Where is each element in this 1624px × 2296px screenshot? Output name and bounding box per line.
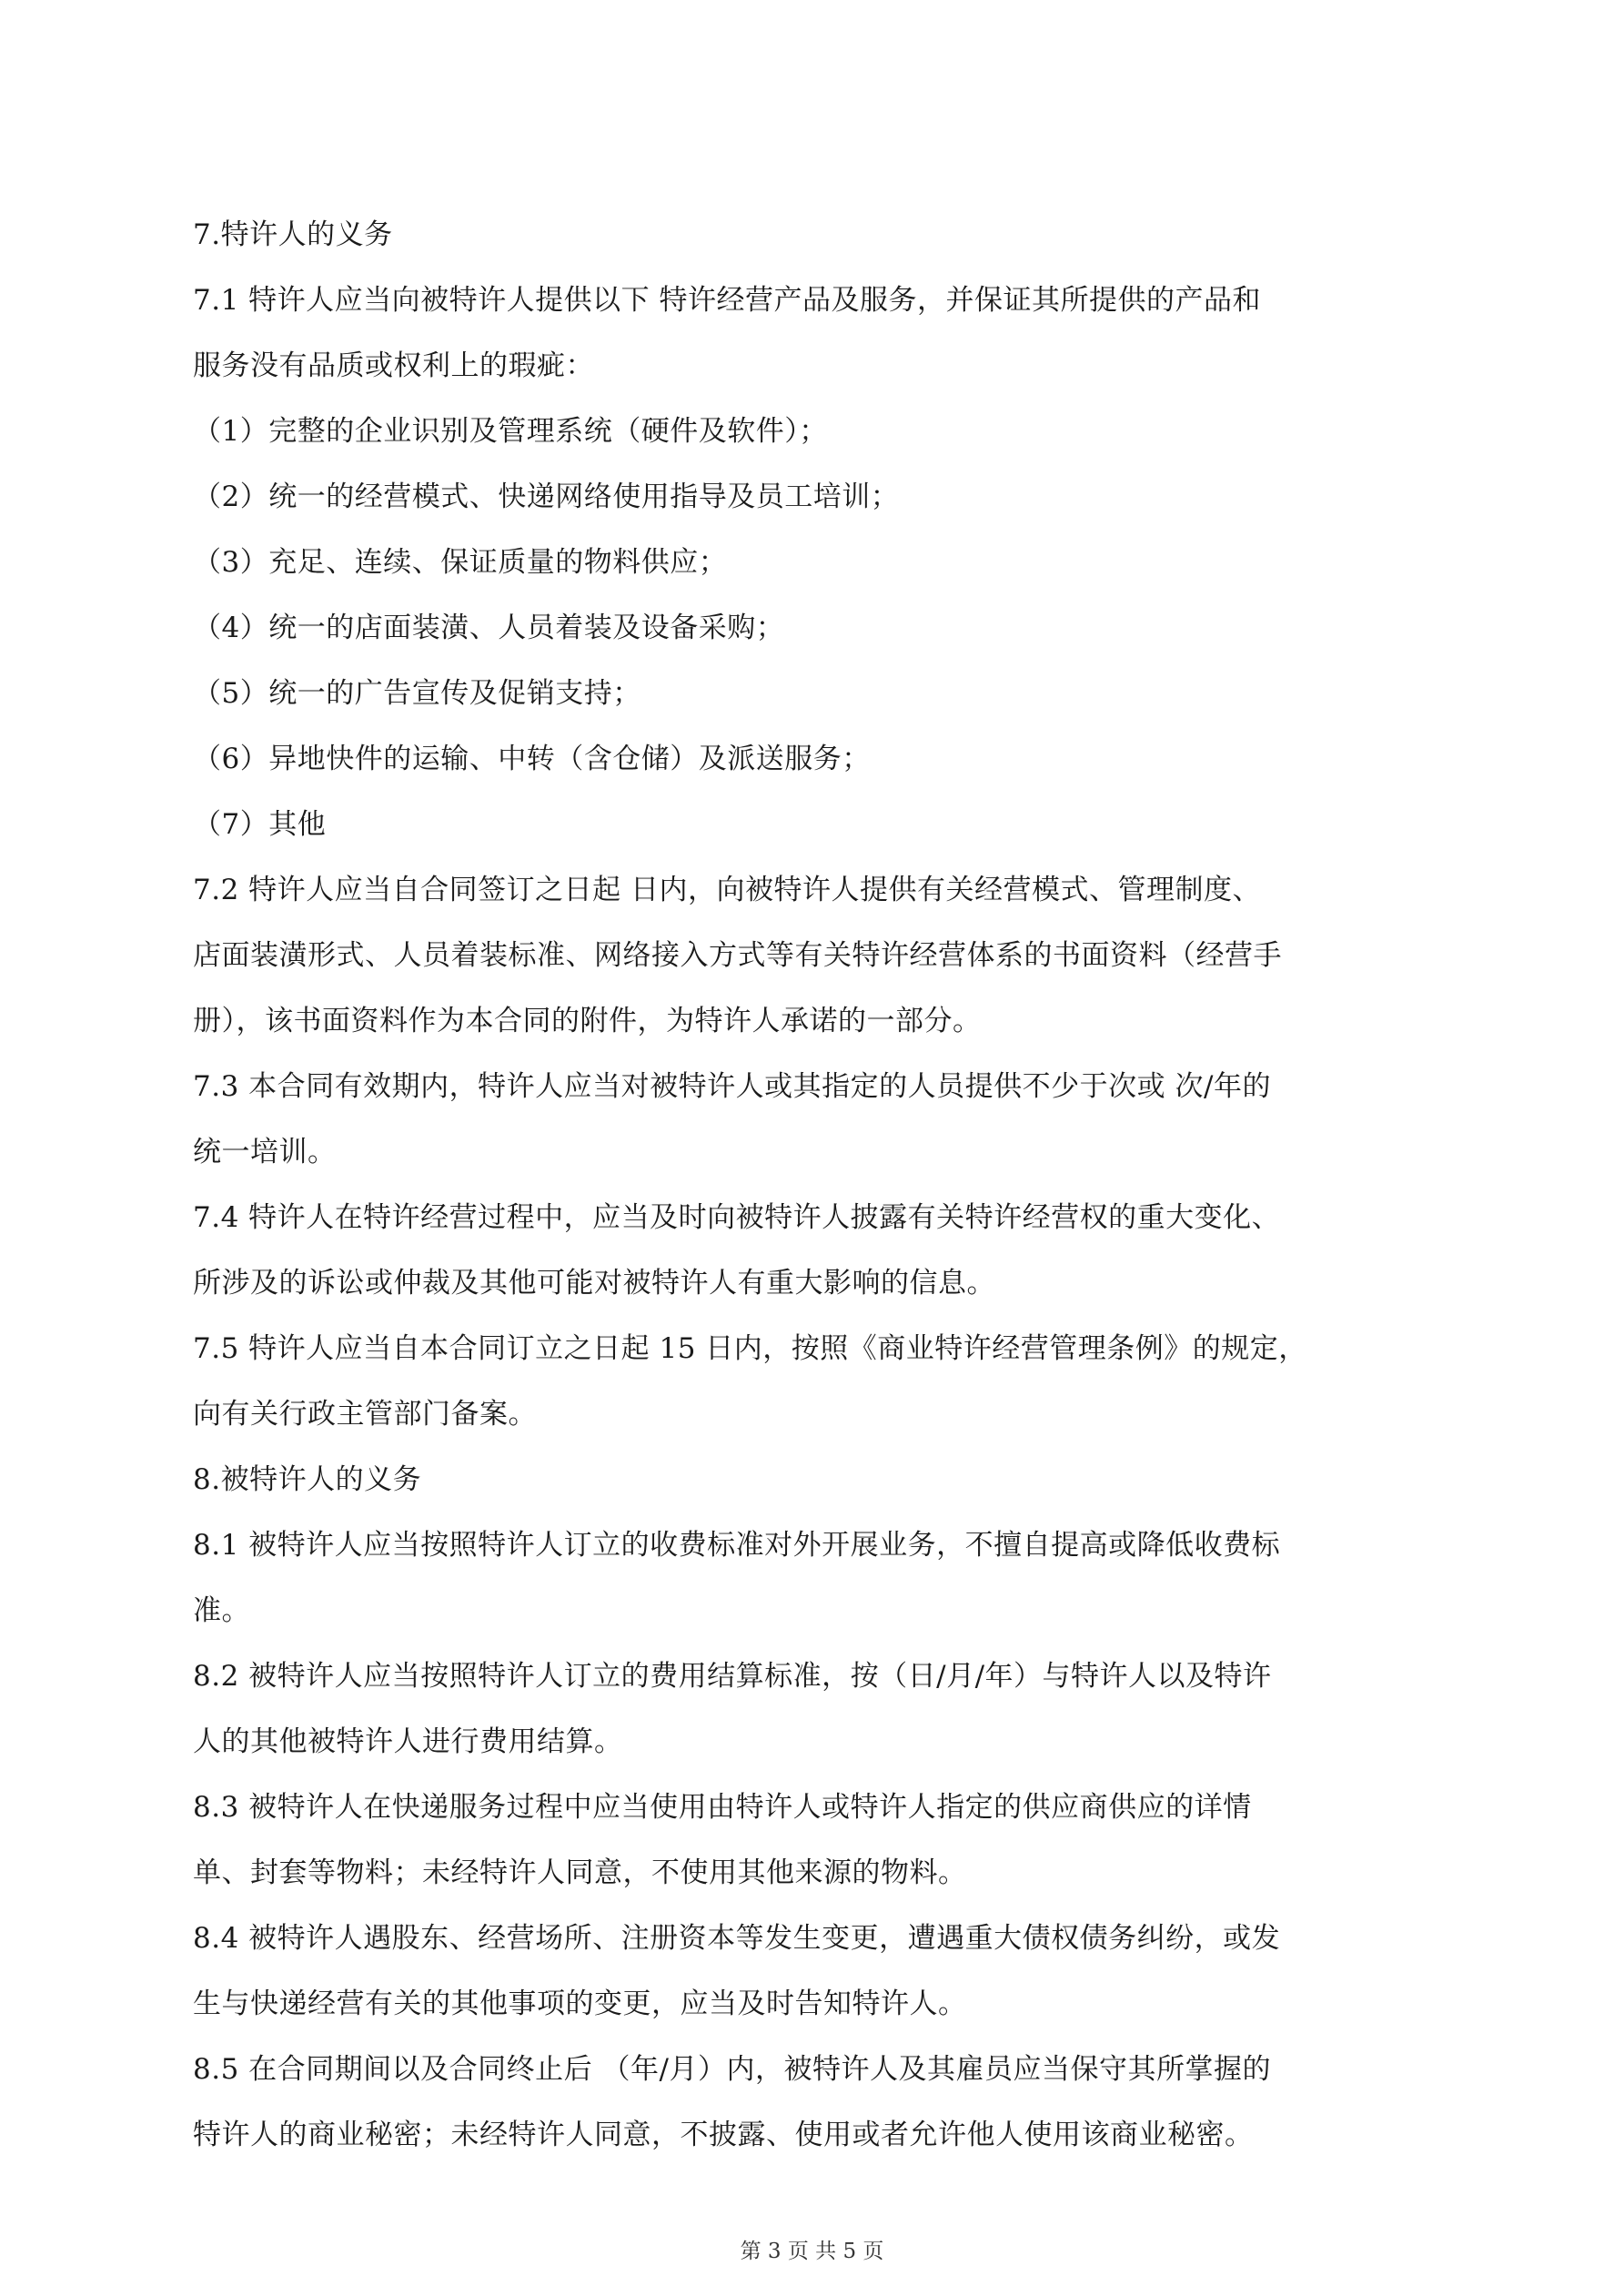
paragraph-line: 册），该书面资料作为本合同的附件，为特许人承诺的一部分。 [193,1005,982,1037]
paragraph-line: 准。 [193,1594,250,1627]
paragraph-line: 店面装潢形式、人员着装标准、网络接入方式等有关特许经营体系的书面资料（经营手 [193,939,1282,972]
paragraph-line: 8.3 被特许人在快递服务过程中应当使用由特许人或特许人指定的供应商供应的详情 [193,1791,1252,1824]
section-heading: 7.特许人的义务 [193,218,393,251]
list-item: （1）完整的企业识别及管理系统（硬件及软件）； [193,415,828,448]
paragraph-line: 8.1 被特许人应当按照特许人订立的收费标准对外开展业务，不擅自提高或降低收费标 [193,1529,1281,1562]
paragraph-line: 人的其他被特许人进行费用结算。 [193,1725,623,1758]
paragraph-line: 7.4 特许人在特许经营过程中，应当及时向被特许人披露有关特许经营权的重大变化、 [193,1201,1281,1234]
paragraph-line: 特许人的商业秘密；未经特许人同意，不披露、使用或者允许他人使用该商业秘密。 [193,2119,1254,2151]
paragraph-line: 所涉及的诉讼或仲裁及其他可能对被特许人有重大影响的信息。 [193,1267,995,1300]
paragraph-line: 8.4 被特许人遇股东、经营场所、注册资本等发生变更，遭遇重大债权债务纠纷，或发 [193,1922,1281,1955]
paragraph-line: 向有关行政主管部门备案。 [193,1398,537,1431]
document-body [193,202,1447,2168]
paragraph-line: 8.5 在合同期间以及合同终止后 （年/月）内，被特许人及其雇员应当保守其所掌握的 [193,2053,1271,2086]
list-item: （4）统一的店面装潢、人员着装及设备采购； [193,612,785,644]
paragraph-line: 7.1 特许人应当向被特许人提供以下 特许经营产品及服务，并保证其所提供的产品和 [193,284,1262,317]
paragraph-line: 生与快递经营有关的其他事项的变更，应当及时告知特许人。 [193,1988,967,2020]
paragraph-line: 统一培训。 [193,1136,337,1168]
list-item: （7）其他 [193,808,327,841]
paragraph-line: 7.3 本合同有效期内，特许人应当对被特许人或其指定的人员提供不少于次或 次/年的 [193,1070,1271,1103]
page-footer: 第 3 页 共 5 页 [740,2240,884,2263]
paragraph-line: 8.2 被特许人应当按照特许人订立的费用结算标准，按（日/月/年）与特许人以及特许 [193,1660,1272,1693]
paragraph-line: 7.2 特许人应当自合同签订之日起 日内，向被特许人提供有关经营模式、管理制度、 [193,874,1262,906]
paragraph-line: 单、封套等物料；未经特许人同意，不使用其他来源的物料。 [193,1856,967,1889]
section-heading: 8.被特许人的义务 [193,1463,422,1496]
list-item: （5）统一的广告宣传及促销支持； [193,677,641,710]
list-item: （3）充足、连续、保证质量的物料供应； [193,546,728,579]
paragraph-line: 服务没有品质或权利上的瑕疵： [193,349,594,382]
list-item: （2）统一的经营模式、快递网络使用指导及员工培训； [193,480,900,513]
list-item: （6）异地快件的运输、中转（含仓储）及派送服务； [193,743,871,775]
paragraph-line: 7.5 特许人应当自本合同订立之日起 15 日内，按照《商业特许经营管理条例》的规定， [193,1332,1307,1365]
